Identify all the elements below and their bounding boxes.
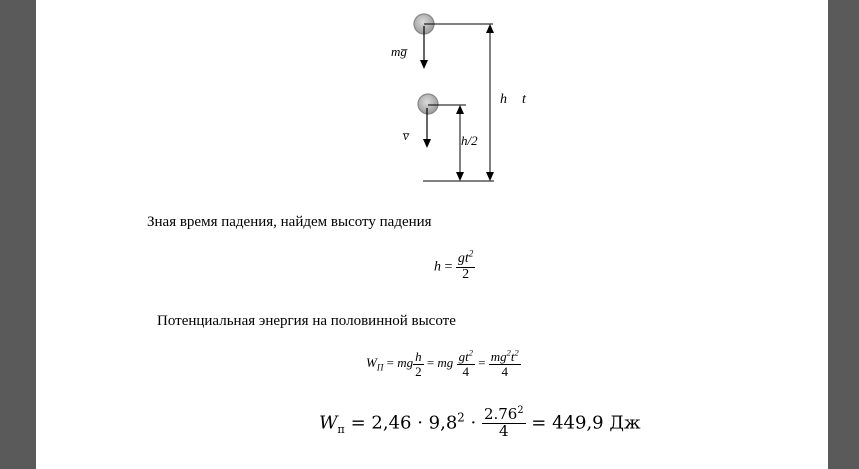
time-label: t (522, 92, 526, 107)
document-page (36, 0, 828, 469)
paragraph-fall-height: Зная время падения, найдем высоту падения (147, 214, 432, 230)
half-height-arrowhead-up (456, 105, 464, 114)
formula-height: h = $\frac{gt^2}{2}$ (434, 248, 474, 282)
half-height-arrowhead-down (456, 172, 464, 181)
height-label: h (500, 92, 507, 107)
velocity-arrowhead (423, 139, 431, 148)
ball-middle (418, 94, 438, 114)
force-label: mg̅ (391, 44, 407, 59)
height-arrowhead-up (486, 24, 494, 33)
gravity-arrowhead (420, 60, 428, 69)
falling-body-diagram (36, 0, 828, 200)
height-arrowhead-down (486, 172, 494, 181)
formula-potential-energy: $W_П$ = mg $\frac{h}{2}$ = mg $\frac{gt^2}{4}$ = $\frac{mg^2t^2}{4}$ (366, 347, 519, 379)
velocity-label: v̅ (403, 128, 409, 143)
formula-numeric-result: $W_п = 2,46 \cdot 9,8^2$ · $\frac{2.76^2}{4}$ = 449,9 Дж (319, 405, 641, 440)
half-height-label: h/2 (461, 133, 478, 148)
paragraph-potential-energy: Потенциальная энергия на половинной высоте (157, 313, 456, 329)
